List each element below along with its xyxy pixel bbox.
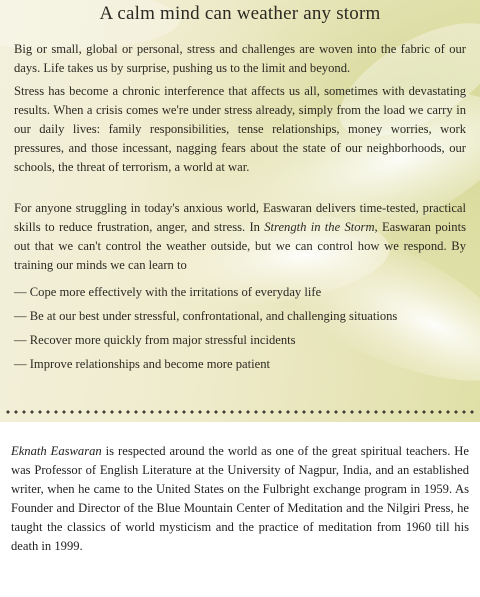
page-title: A calm mind can weather any storm [99,3,381,24]
author-bio [11,442,469,556]
list-item: — Improve relationships and become more patient [14,357,270,371]
stress-paragraph: Stress has become a chronic interference that affects us all, sometimes with devastating results. When a crisis comes we're under stress already, simply from the load we carry in our daily lives: family responsibilities, tense relationships, money worries, work pressures, and those incessant, nagging fears about the state of our neighborhoods, our schools, the threat of terrorism, a world at war. [14,84,466,174]
author-name: Eknath Easwaran [11,444,102,458]
bio-text: is respected around the world as one of the great spiritual teachers. He was Professor of English Literature at the University of Nagpur, India, and an established writer, when he came to the United States on the Fulbright exchange program in 1959. As Founder and Director of the Blue Mountain Center of Meditation and the Nilgiri Press, he taught the classics of world mysticism and the practice of meditation from 1960 till his death in 1999. [11,444,469,553]
paragraph-text: , Easwaran points out that we can't control the weather outside, but we can control how we respond. By training our minds we can learn to [14,220,466,272]
easwaran-paragraph [14,199,466,275]
dotted-divider [4,408,476,416]
intro-paragraph: Big or small, global or personal, stress and challenges are woven into the fabric of our days. Life takes us by surprise, pushing us to the limit and beyond. [14,42,466,75]
paragraph-text: For anyone struggling in today's anxious world, Easwaran delivers time-tested, practical skills to reduce frustration, anger, and stress. In [14,201,466,234]
list-item: — Recover more quickly from major stressful incidents [14,333,296,347]
book-title: Strength in the Storm [264,220,375,234]
list-item: — Cope more effectively with the irritations of everyday life [14,285,322,299]
benefits-list [14,284,466,380]
list-item: — Be at our best under stressful, confrontational, and challenging situations [14,309,398,323]
